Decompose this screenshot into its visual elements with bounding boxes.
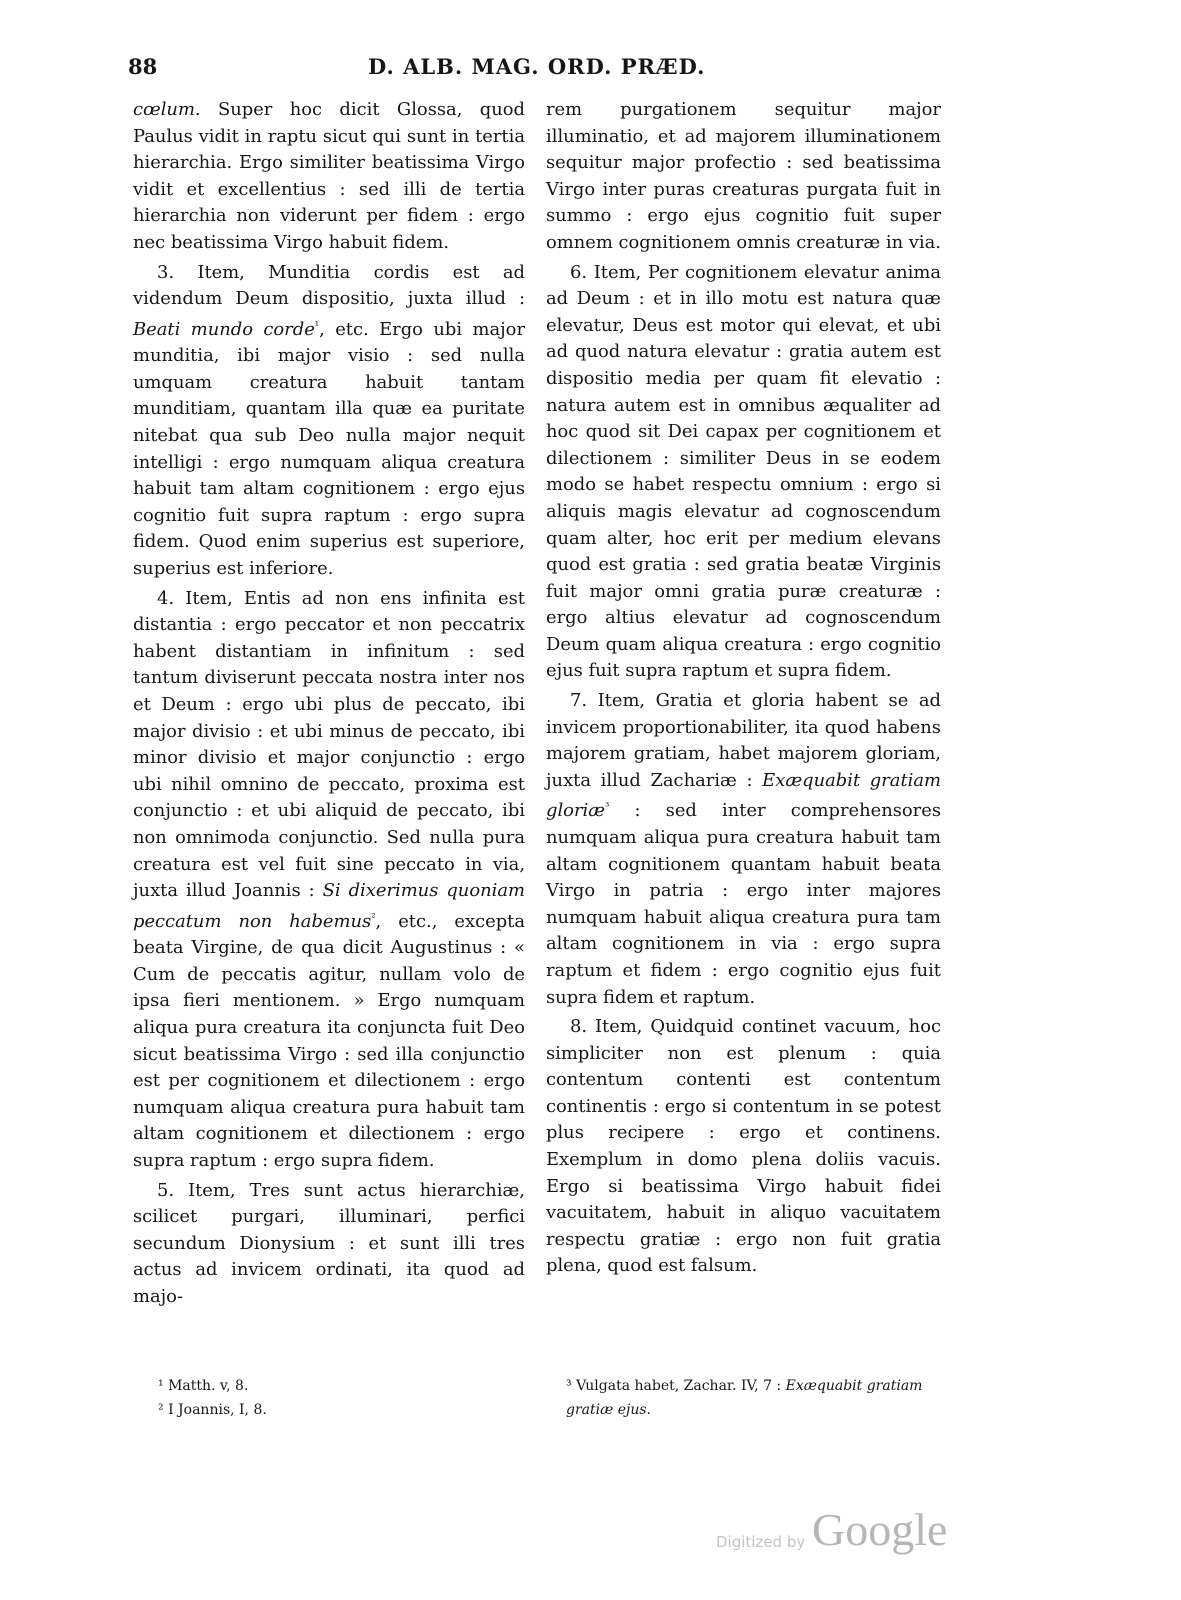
paragraph-item-4 <box>133 586 525 1175</box>
italic-text: Exæquabit gratiam gloriæ <box>546 769 942 822</box>
text-run: rem purgationem sequitur major illuminatio, et ad majorem illuminationem sequitur major profectio : sed beatissima Virgo inter puras creaturas purgata fuit in summo : ergo ejus cognitio fuit super omnem cognitionem omnis creaturæ in via. <box>546 99 941 253</box>
footnotes-left <box>158 1374 518 1422</box>
paragraph-continuation-5 <box>546 97 941 257</box>
footnote-ref: ¹ <box>314 318 320 332</box>
running-header <box>128 54 940 88</box>
text-run: 4. Item, Entis ad non ens infinita est distantia : ergo peccator et non peccatrix habent distantiam in infinitum : sed tantum diviserunt peccata nostra inter nos et Deum : ergo ubi plus de peccato, ibi major divisio : et ubi minus de peccato, ibi minor divisio et major conjunctio : ergo ubi nihil omnino de peccato, proxima est conjunctio : et ubi aliquid de peccato, ibi non omnimoda conjunctio. Sed nulla pura creatura est vel fuit sine peccato in via, juxta illud Joannis : <box>133 587 525 902</box>
watermark-prefix: Digitized by <box>716 1533 806 1551</box>
italic-text: Beati mundo corde <box>133 318 315 340</box>
digitization-watermark <box>716 1503 956 1561</box>
italic-text: Exæquabit gratiam gratiæ ejus. <box>566 1378 923 1418</box>
text-run: ¹ Matth. v, 8. <box>158 1378 249 1394</box>
footnote-1 <box>158 1374 518 1398</box>
footnote-ref: ² <box>371 910 376 924</box>
paragraph-item-3 <box>133 260 525 583</box>
italic-text: Si dixerimus quoniam peccatum non habemus <box>133 880 525 932</box>
text-run: ³ Vulgata habet, Zachar. IV, 7 : <box>566 1378 786 1394</box>
text-run: 6. Item, Per cognitionem elevatur anima ad Deum : et in illo motu est natura quæ elevatur, Deus est motor qui elevat, et ubi ad quod natura elevatur : gratia autem est dispositio media per quam fit elevatio : natura autem est in omnibus æqualiter ad hoc quod sit Dei capax per cognitionem et dilectionem : similiter Deus in se eodem modo se habet respectu omnium : ergo si aliquis magis elevatur ad cognoscendum quam alter, hoc erit per medium elevans quod est gratia : sed gratia beatæ Virginis fuit major omni gratia puræ creaturæ : ergo altius elevatur ad cognoscendum Deum quam aliqua creatura : ergo cognitio ejus fuit supra raptum et supra fidem. <box>546 261 941 682</box>
paragraph-item-5 <box>133 1178 525 1311</box>
text-run: , etc., excepta beata Virgine, de qua dicit Augustinus : « Cum de peccatis agitur, nullam volo de ipsa fieri mentionem. » Ergo numquam aliqua pura creatura ita conjuncta fuit Deo sicut beatissima Virgo : sed illa conjunctio est per cognitionem et dilectionem : ergo numquam aliqua creatura pura habuit tam altam cognitionem et dilectionem : ergo supra raptum : ergo supra fidem. <box>133 910 525 1171</box>
text-run: 7. Item, Gratia et gloria habent se ad invicem proportionabiliter, ita quod habens majorem gratiam, habet majorem gloriam, juxta illud Zachariæ : <box>546 690 941 791</box>
text-run: ² I Joannis, I, 8. <box>158 1402 267 1418</box>
text-run: , etc. Ergo ubi major munditia, ibi major visio : sed nulla umquam creatura habuit tantam munditiam, quantam illa quæ ea puritate nitebat qua sub Deo nulla major nequit intelligi : ergo numquam aliqua creatura habuit tam altam cognitionem : ergo ejus cognitio fuit supra raptum : ergo supra fidem. Quod enim superius est superiore, superius est inferiore. <box>133 318 525 579</box>
paragraph-continuation <box>133 97 525 257</box>
left-column <box>133 97 525 1311</box>
paragraph-item-7 <box>546 688 941 1011</box>
text-run: Super hoc dicit Glossa, quod Paulus vidit in raptu sicut qui sunt in tertia hierarchia. Ergo similiter beatissima Virgo vidit et excellentius : sed illi de tertia hierarchia non viderunt per fidem : ergo nec beatissima Virgo habuit fidem. <box>133 99 525 253</box>
text-run: : sed inter comprehensores numquam aliqua pura creatura habuit tam altam cognitionem quantam habuit beata Virgo in patria : ergo inter majores numquam habuit aliqua creatura pura tam altam cognitionem in via : ergo supra raptum et fidem : ergo cognitio ejus fuit supra fidem et raptum. <box>546 800 941 1008</box>
footnote-3 <box>566 1374 946 1422</box>
paragraph-item-8 <box>546 1014 941 1280</box>
paragraph-item-6 <box>546 260 941 686</box>
page-number: 88 <box>128 54 158 79</box>
running-title: D. ALB. MAG. ORD. PRÆD. <box>368 54 706 79</box>
text-run: 3. Item, Munditia cordis est ad videndum Deum dispositio, juxta illud : <box>133 261 525 310</box>
footnote-ref: ³ <box>605 800 610 814</box>
text-run: 8. Item, Quidquid continet vacuum, hoc simpliciter non est plenum : quia contentum contenti est contentum continentis : ergo si contentum in se potest plus recipere : ergo et continens. Exemplum in domo plena doliis vacuis. Ergo si beatissima Virgo habuit fidei vacuitatem, habuit in aliquo vacuitatem respectu gratiæ : ergo non fuit gratia plena, quod est falsum. <box>546 1016 941 1277</box>
italic-text: cœlum. <box>133 99 201 120</box>
watermark-logo: Google <box>812 1504 948 1555</box>
footnote-2 <box>158 1398 518 1422</box>
right-column <box>546 97 941 1280</box>
footnotes-right <box>566 1374 946 1422</box>
text-run: 5. Item, Tres sunt actus hierarchiæ, scilicet purgari, illuminari, perfici secundum Dionysium : et sunt illi tres actus ad invicem ordinati, ita quod ad majo- <box>133 1179 525 1307</box>
